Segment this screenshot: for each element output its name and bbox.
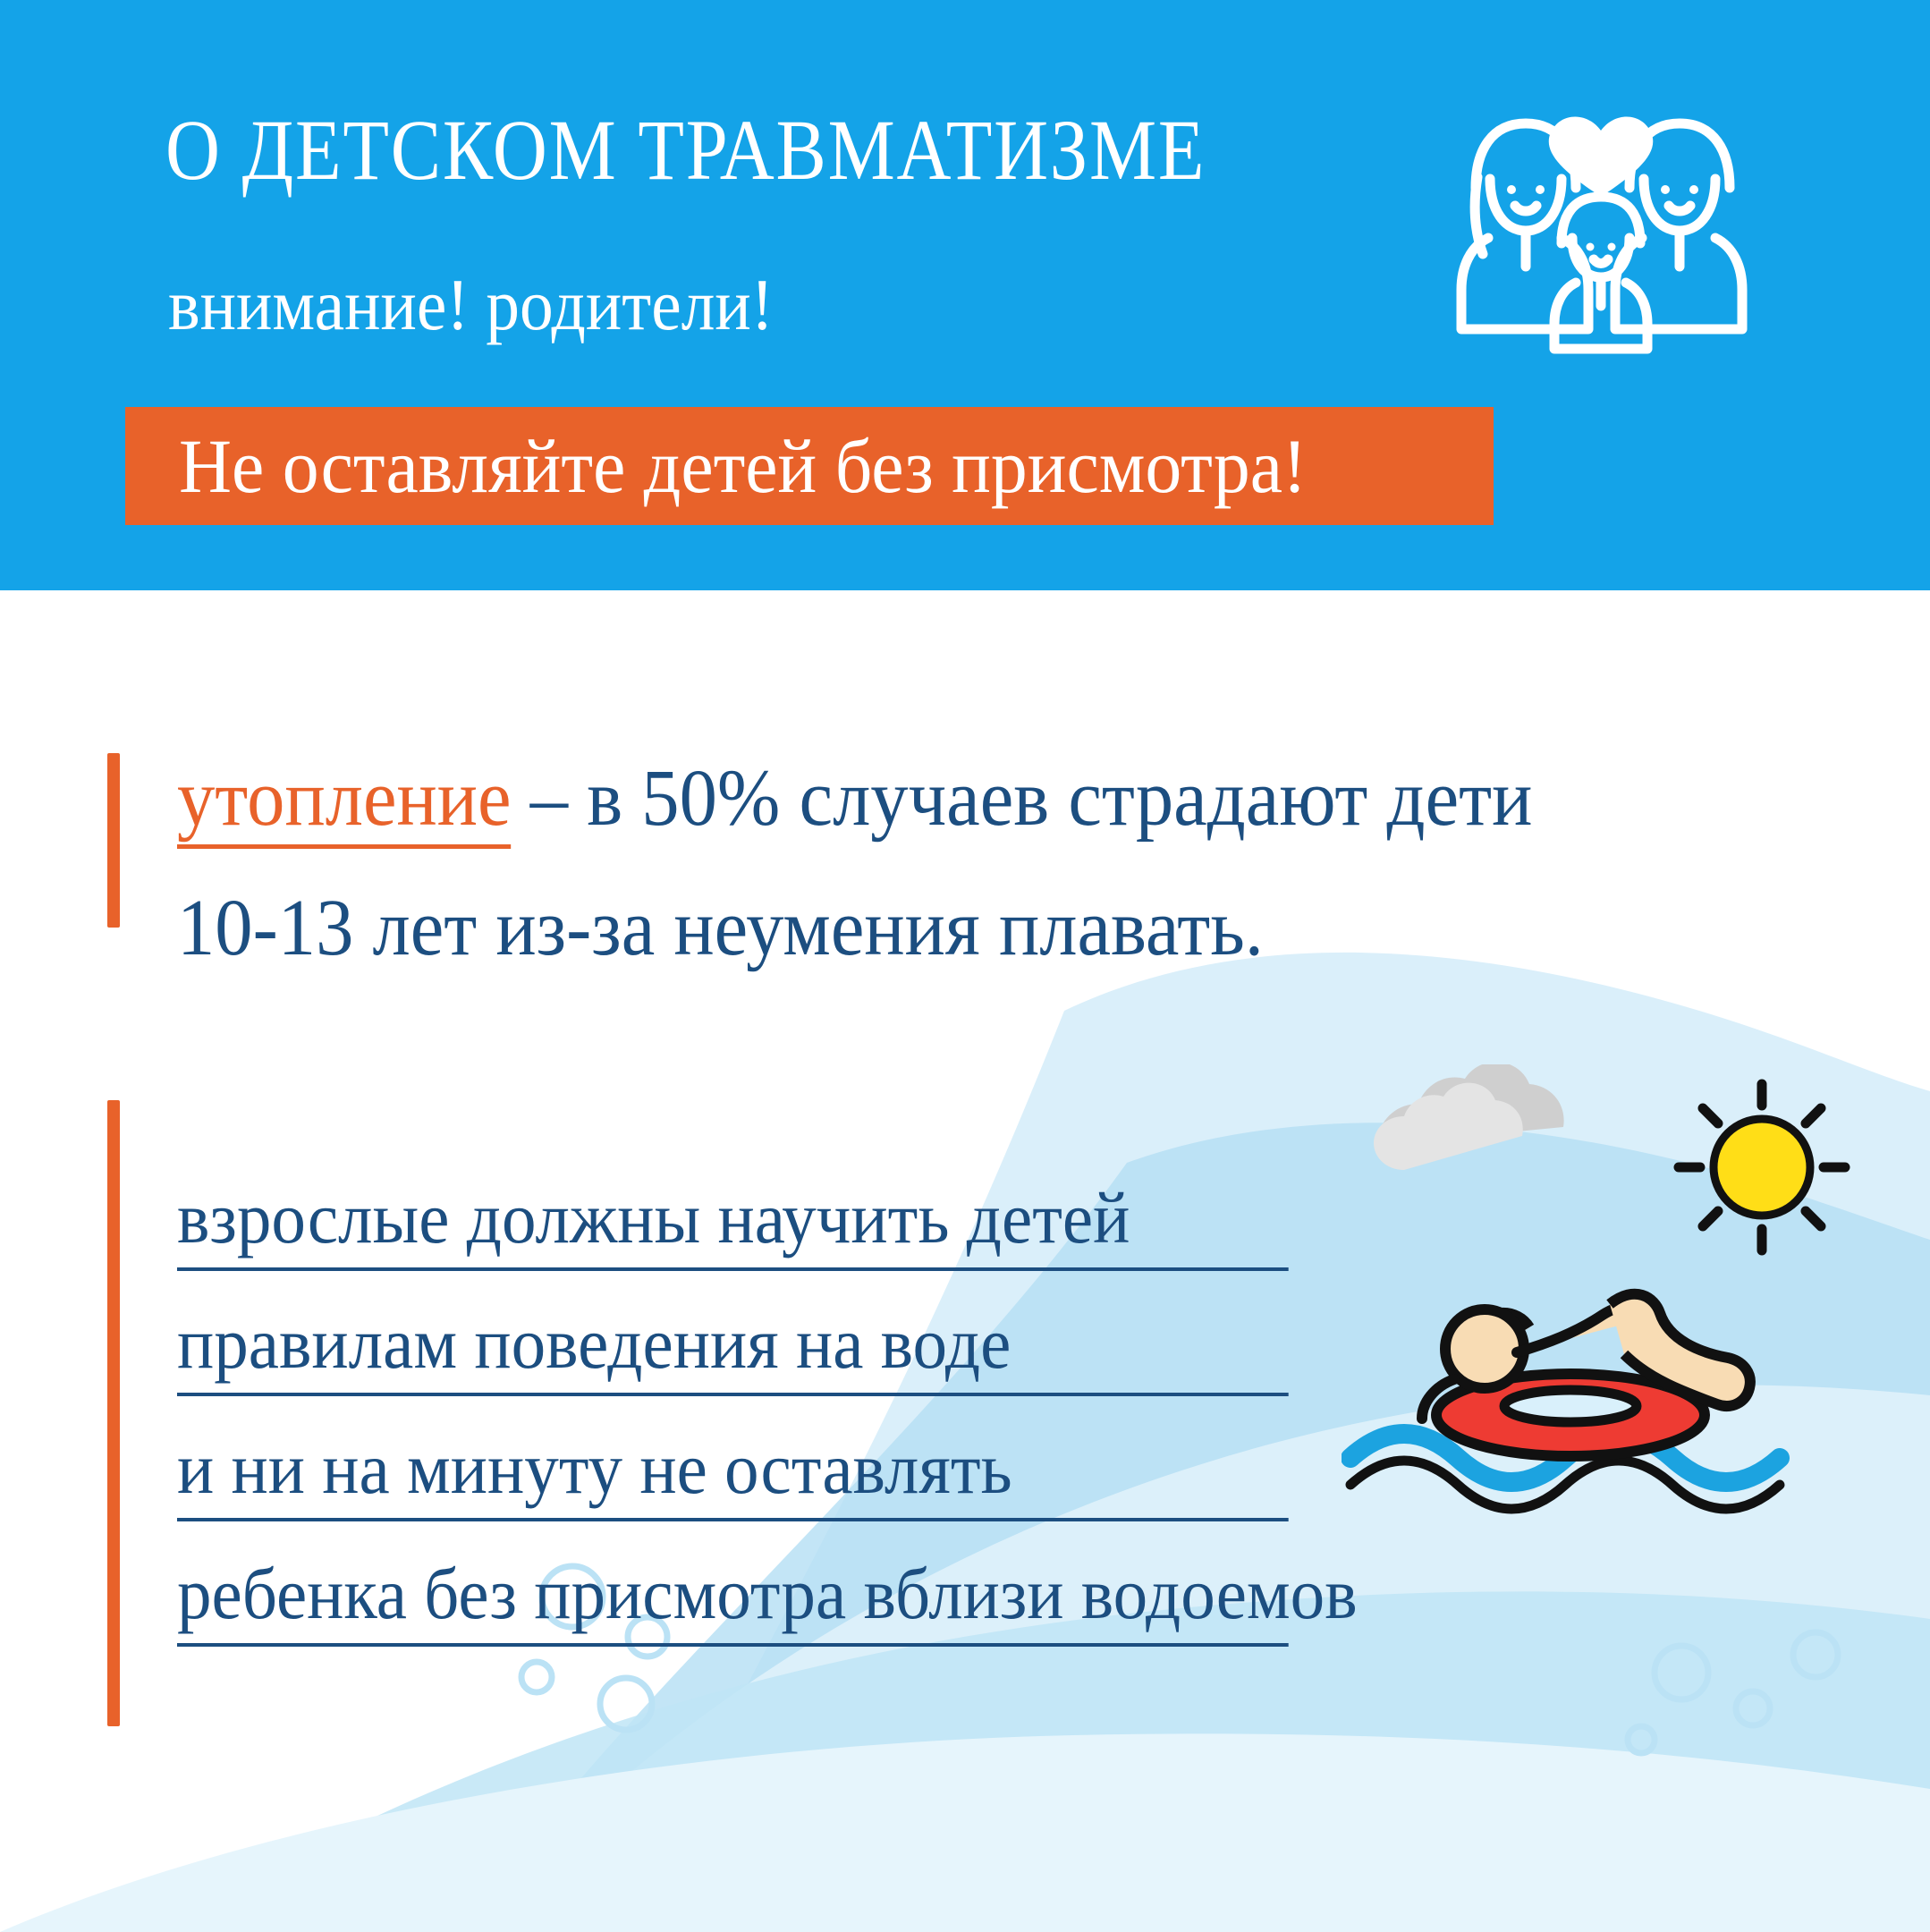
advice-line: ребенка без присмотра вблизи водоемов <box>177 1552 1289 1647</box>
advice-line: правилам поведения на воде <box>177 1301 1289 1396</box>
advice-lines <box>177 1176 1359 1647</box>
accent-bar <box>107 753 120 928</box>
advice-line: взрослые должны научить детей <box>177 1176 1289 1271</box>
fact-text-rest: – в 50% случаев страдают дети 10-13 лет из-за неумения плавать. <box>177 754 1533 972</box>
child-swimming-illustration <box>1342 1064 1896 1565</box>
advice-block-supervision <box>107 1100 1359 1647</box>
accent-bar <box>107 1100 120 1726</box>
page-subtitle: внимание! родители! <box>168 264 774 345</box>
keyword-drowning: утопление <box>177 754 512 849</box>
family-icon <box>1422 45 1780 376</box>
fact-text <box>177 733 1641 993</box>
fact-block-drowning <box>107 733 1735 993</box>
attention-banner <box>125 407 1494 525</box>
sun-icon <box>1679 1084 1845 1250</box>
cloud-icon <box>1374 1064 1564 1170</box>
header-banner-area <box>0 0 1930 590</box>
advice-line: и ни на минуту не оставлять <box>177 1427 1289 1521</box>
page-title: О ДЕТСКОМ ТРАВМАТИЗМЕ <box>165 102 1206 198</box>
attention-banner-text: Не оставляйте детей без присмотра! <box>179 423 1308 509</box>
